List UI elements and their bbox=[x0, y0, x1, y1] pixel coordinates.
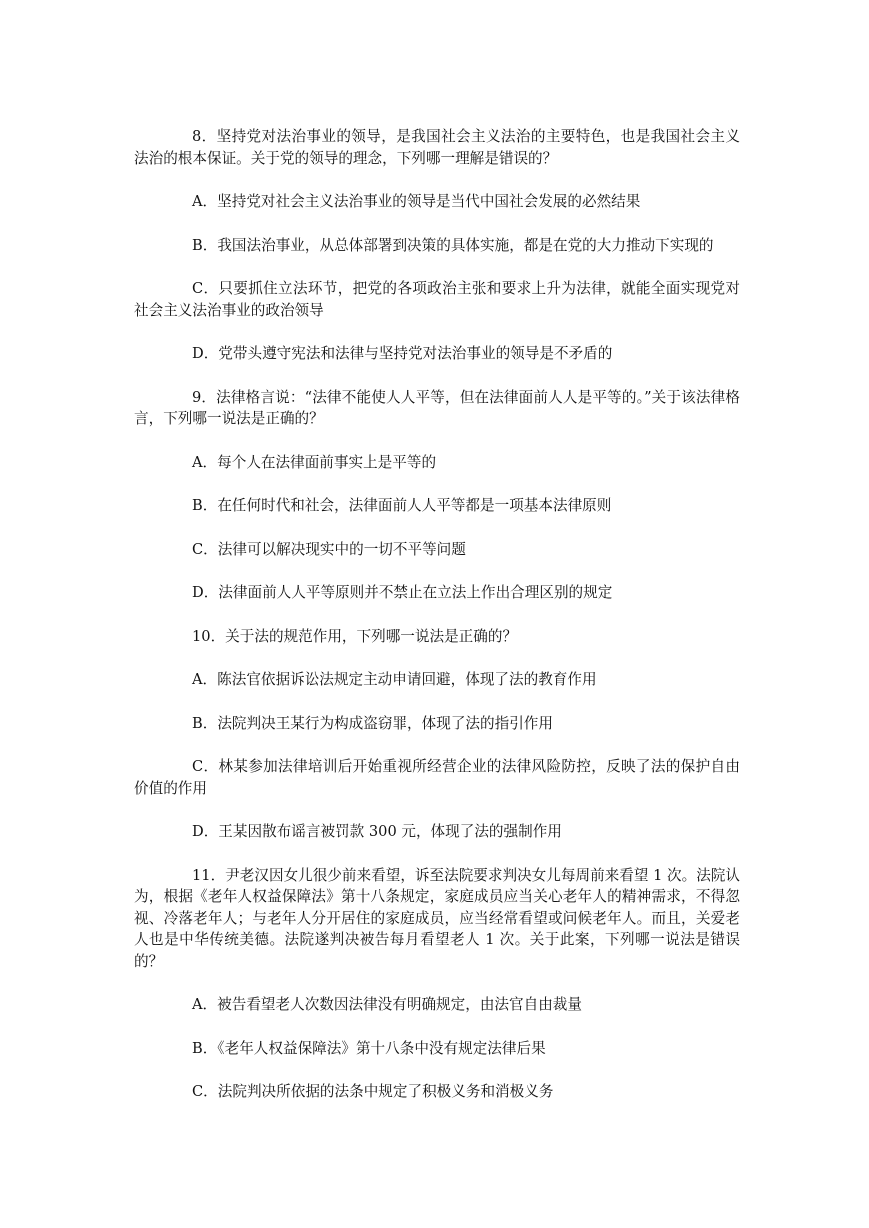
question-8-option-d: D．党带头遵守宪法和法律与坚持党对法治事业的领导是不矛盾的 bbox=[192, 345, 613, 362]
question-8-option-c: C．只要抓住立法环节，把党的各项政治主张和要求上升为法律，就能全面实现党对社会主义法治事业的政治领导 bbox=[134, 280, 740, 319]
question-11-option-b: B．《老年人权益保障法》第十八条中没有规定法律后果 bbox=[192, 1039, 546, 1057]
question-9-option-a: A．每个人在法律面前事实上是平等的 bbox=[192, 453, 437, 471]
document-body bbox=[134, 126, 740, 1103]
question-11-option-c: C．法院判决所依据的法条中规定了积极义务和消极义务 bbox=[192, 1083, 554, 1100]
question-9-option-c: C．法律可以解决现实中的一切不平等问题 bbox=[192, 540, 466, 558]
question-10-option-a: A．陈法官依据诉讼法规定主动申请回避，体现了法的教育作用 bbox=[192, 671, 597, 688]
question-10-option-b: B．法院判决王某行为构成盗窃罪，体现了法的指引作用 bbox=[192, 714, 553, 732]
question-9-option-d: D．法律面前人人平等原则并不禁止在立法上作出合理区别的规定 bbox=[192, 584, 613, 601]
question-8-stem: 8．坚持党对法治事业的领导，是我国社会主义法治的主要特色，也是我国社会主义法治的根本保证。关于党的领导的理念，下列哪一理解是错误的？ bbox=[134, 128, 740, 167]
question-10-option-d: D．王某因散布谣言被罚款 300 元，体现了法的强制作用 bbox=[192, 823, 562, 840]
question-10-stem: 10．关于法的规范作用，下列哪一说法是正确的？ bbox=[192, 627, 518, 645]
question-8-option-b: B．我国法治事业，从总体部署到决策的具体实施，都是在党的大力推动下实现的 bbox=[192, 236, 714, 254]
question-9-option-b: B．在任何时代和社会，法律面前人人平等都是一项基本法律原则 bbox=[192, 497, 612, 514]
question-9-stem: 9．法律格言说：“法律不能使人人平等，但在法律面前人人是平等的。”关于该法律格言，下列哪一说法是正确的？ bbox=[134, 388, 740, 427]
question-11-stem: 11．尹老汉因女儿很少前来看望，诉至法院要求判决女儿每周前来看望 1 次。法院认为，根据《老年人权益保障法》第十八条规定，家庭成员应当关心老年人的精神需求，不得忽视、冷落老年人；与老年人分开居住的家庭成员，应当经常看望或问候老年人。而且，关爱老人也是中华传统美德。法院遂判决被告每月看望老人 1 次。关于此案，下列哪一说法是错误的？ bbox=[134, 866, 740, 970]
question-11-option-a: A．被告看望老人次数因法律没有明确规定，由法官自由裁量 bbox=[192, 996, 582, 1013]
question-8-option-a: A．坚持党对社会主义法治事业的领导是当代中国社会发展的必然结果 bbox=[192, 193, 641, 210]
question-10-option-c: C．林某参加法律培训后开始重视所经营企业的法律风险防控，反映了法的保护自由价值的作用 bbox=[134, 758, 740, 797]
